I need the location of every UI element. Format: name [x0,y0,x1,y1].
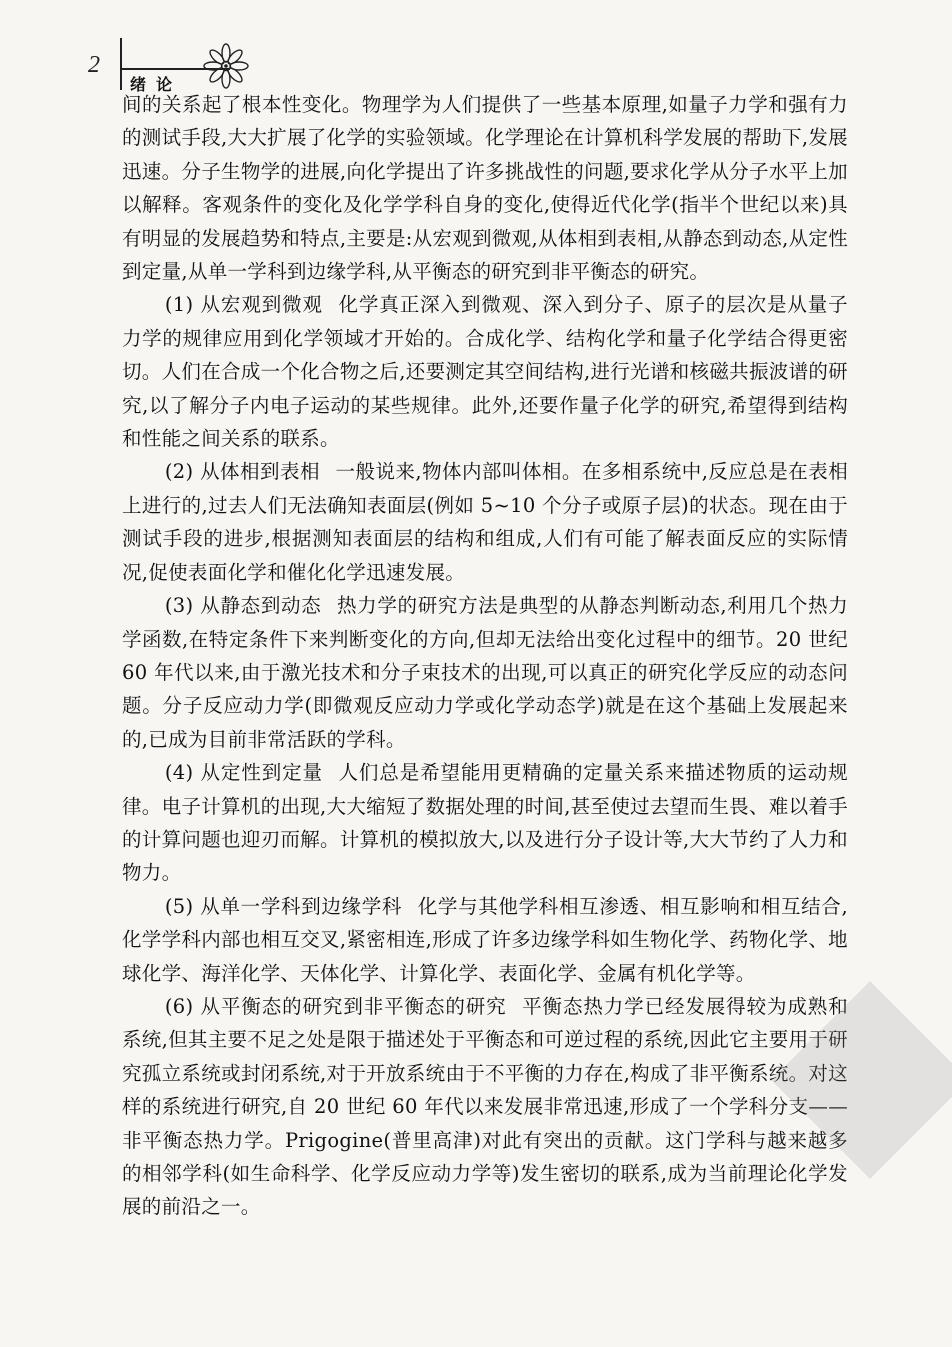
watermark-stamp [770,980,952,1180]
paragraph-text: 间的关系起了根本性变化。物理学为人们提供了一些基本原理,如量子力学和强有力的测试手段,大大扩展了化学的实验领域。化学理论在计算机科学发展的帮助下,发展迅速。分子生物学的进展,向化学提出了许多挑战性的问题,要求化学从分子水平上加以解释。客观条件的变化及化学学科自身的变化,使得近代化学(指半个世纪以来)具有明显的发展趋势和特点,主要是:从宏观到微观,从体相到表相,从静态到动态,从定性到定量,从单一学科到边缘学科,从平衡态的研究到非平衡态的研究。 [122,93,848,284]
paragraph-macro-to-micro [122,288,848,455]
paragraph-heading: (5) 从单一学科到边缘学科 [164,894,403,918]
paragraph-text: 热力学的研究方法是典型的从静态判断动态,利用几个热力学函数,在特定条件下来判断变化的方向,但却无法给出变化过程中的细节。20 世纪 60 年代以来,由于激光技术和分子束技术的出现,可以真正的研究化学反应的动态问题。分子反应动力学(即微观反应动力学或化学动态学)就是在这个基础上发展起来的,已成为目前非常活跃的学科。 [122,594,849,751]
paragraph-text: 一般说来,物体内部叫体相。在多相系统中,反应总是在表相上进行的,过去人们无法确知表面层(例如 5~10 个分子或原子层)的状态。现在由于测试手段的进步,根据测知表面层的结构和组成,人们有可能了解表面反应的实际情况,促使表面化学和催化化学迅速发展。 [122,460,848,584]
paragraph-text: 人们总是希望能用更精确的定量关系来描述物质的运动规律。电子计算机的出现,大大缩短了数据处理的时间,甚至使过去望而生畏、难以着手的计算问题也迎刃而解。计算机的模拟放大,以及进行分子设计等,大大节约了人力和物力。 [122,761,848,885]
flower-ornament-icon [200,40,252,92]
paragraph-heading: (4) 从定性到定量 [164,761,323,785]
chapter-title: 绪论 [130,75,183,94]
paragraph-heading: (6) 从平衡态的研究到非平衡态的研究 [164,994,507,1018]
paragraph-qualitative-to-quantitative [122,756,848,890]
paragraph-static-to-dynamic [122,589,848,756]
header-vertical-rule [120,38,122,90]
paragraph-bulk-to-surface [122,455,848,589]
paragraph-single-to-interdisciplinary [122,890,848,990]
paragraph-text: 化学真正深入到微观、深入到分子、原子的层次是从量子力学的规律应用到化学领域才开始的。合成化学、结构化学和量子化学结合得更密切。人们在合成一个化合物之后,还要测定其空间结构,进行光谱和核磁共振波谱的研究,以了解分子内电子运动的某些规律。此外,还要作量子化学的研究,希望得到结构和性能之间关系的联系。 [122,293,848,451]
page-number: 2 [88,52,100,78]
paragraph-heading: (1) 从宏观到微观 [164,293,323,317]
body-text [122,88,848,1224]
paragraph-text: 平衡态热力学已经发展得较为成熟和系统,但其主要不足之处是限于描述处于平衡态和可逆过程的系统,因此它主要用于研究孤立系统或封闭系统,对于开放系统由于不平衡的力存在,构成了非平衡系统。对这样的系统进行研究,自 20 世纪 60 年代以来发展非常迅速,形成了一个学科分支——非平衡态热力学。Prigogine(普里高津)对此有突出的贡献。这门学科与越来越多的相邻学科(如生命科学、化学反应动力学等)发生密切的联系,成为当前理论化学发展的前沿之一。 [122,994,848,1219]
paragraph-heading: (3) 从静态到动态 [164,594,322,618]
paragraph-intro [122,88,848,288]
paragraph-heading: (2) 从体相到表相 [164,460,320,484]
paragraph-equilibrium-to-nonequilibrium [122,990,848,1224]
paragraph-text: 化学与其他学科相互渗透、相互影响和相互结合,化学学科内部也相互交叉,紧密相连,形成了许多边缘学科如生物化学、药物化学、地球化学、海洋化学、天体化学、计算化学、表面化学、金属有机化学等。 [122,894,848,985]
